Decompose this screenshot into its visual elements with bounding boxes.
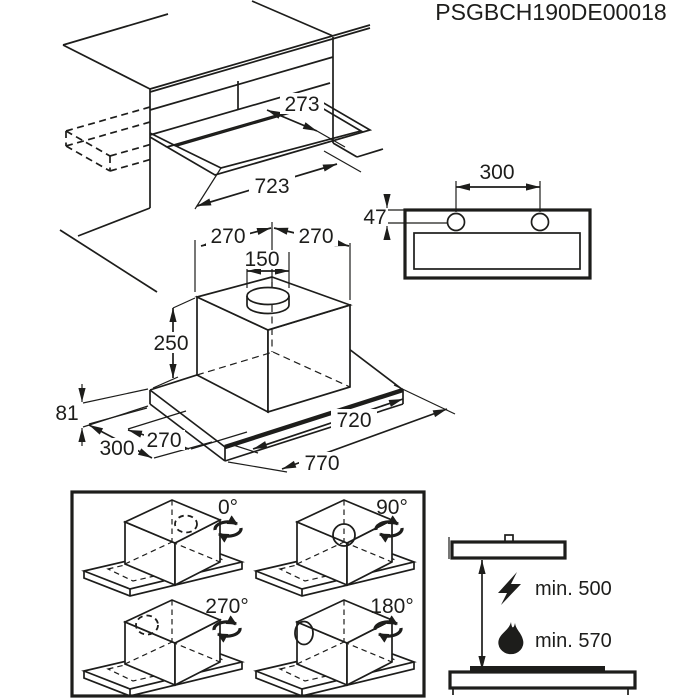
hood-isometric-view xyxy=(55,222,455,475)
svg-text:270: 270 xyxy=(146,429,182,452)
svg-text:723: 723 xyxy=(254,175,290,198)
gas-hob-icon xyxy=(498,622,523,654)
counter-symbol xyxy=(450,672,635,688)
drawing-code: PSGBCH190DE00018 xyxy=(435,0,667,25)
electric-hob-icon xyxy=(498,572,521,605)
svg-text:47: 47 xyxy=(363,206,387,229)
rotation-option-0 xyxy=(84,496,242,596)
svg-text:770: 770 xyxy=(304,452,340,475)
svg-text:180°: 180° xyxy=(370,595,414,618)
svg-text:270°: 270° xyxy=(205,595,249,618)
svg-text:250: 250 xyxy=(153,332,189,355)
duct-rotation-panel xyxy=(72,492,424,696)
hidden-hood-outline xyxy=(66,107,152,171)
rotation-option-90 xyxy=(256,496,414,596)
dim-opening-width xyxy=(195,151,361,209)
dim-bracket-spacing xyxy=(456,161,540,212)
svg-text:300: 300 xyxy=(99,437,135,460)
mounting-hole-right xyxy=(532,214,549,231)
svg-text:81: 81 xyxy=(55,402,79,425)
svg-text:90°: 90° xyxy=(376,496,408,519)
svg-text:720: 720 xyxy=(336,409,372,432)
svg-text:0°: 0° xyxy=(217,496,239,519)
svg-text:273: 273 xyxy=(284,93,320,116)
rotation-option-270 xyxy=(84,595,249,696)
svg-text:270: 270 xyxy=(210,225,246,248)
svg-text:300: 300 xyxy=(479,161,515,184)
duct-outlet xyxy=(247,288,289,305)
clearance-view xyxy=(449,535,635,695)
rotation-option-180 xyxy=(256,595,414,696)
electric-clearance-label: min. 500 xyxy=(535,578,612,600)
niche-opening-outer xyxy=(167,102,370,175)
dim-body-height xyxy=(151,298,195,388)
cabinet-niche-view xyxy=(60,1,383,292)
svg-text:270: 270 xyxy=(298,225,334,248)
gas-clearance-label: min. 570 xyxy=(535,630,612,652)
mounting-hole-left xyxy=(448,214,465,231)
hood-symbol xyxy=(452,542,565,558)
svg-text:150: 150 xyxy=(244,248,280,271)
hood-top-view xyxy=(363,161,590,278)
